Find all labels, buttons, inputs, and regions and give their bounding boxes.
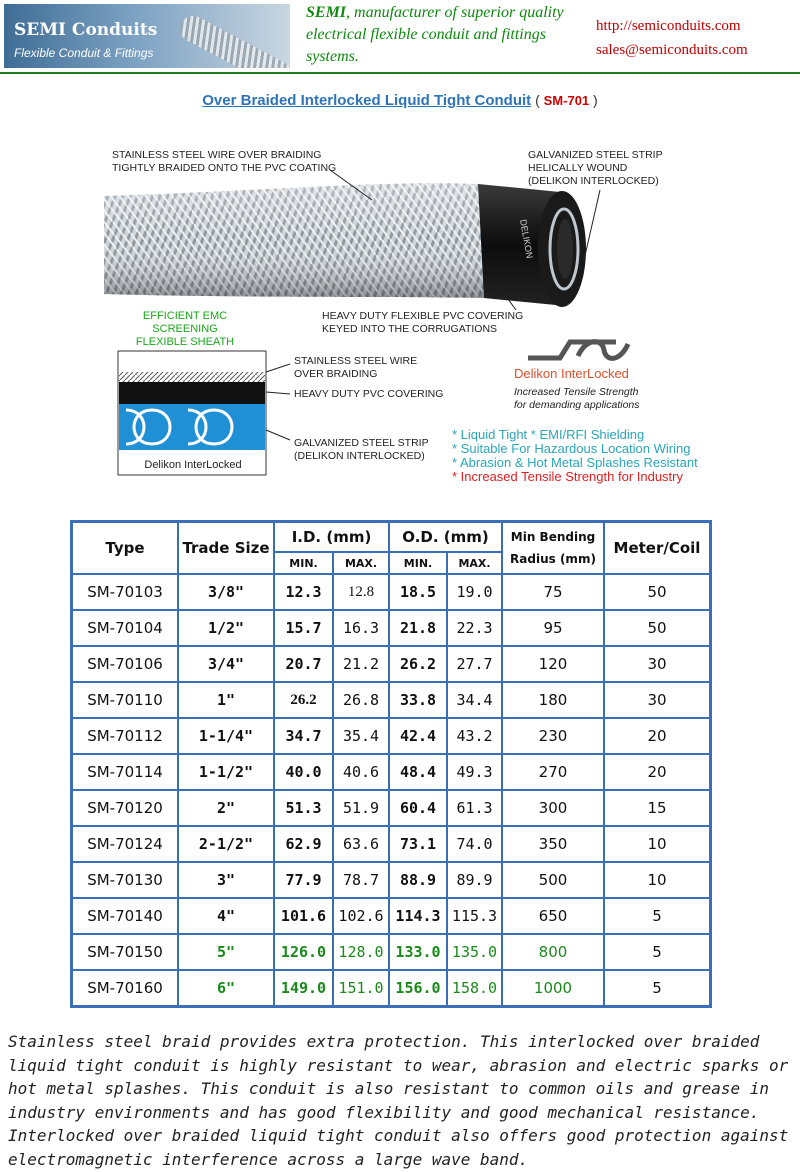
table-row <box>72 718 710 754</box>
cell-type: SM-70140 <box>72 898 178 934</box>
col-header-id: I.D. (mm) <box>274 522 389 552</box>
cell-od-max: 22.3 <box>447 610 502 646</box>
table-row <box>72 610 710 646</box>
cs-caption: Delikon InterLocked <box>144 459 242 471</box>
cell-size: 1" <box>178 682 274 718</box>
cell-id-min: 51.3 <box>274 790 333 826</box>
cell-bend: 180 <box>502 682 604 718</box>
cell-id-max: 78.7 <box>333 862 389 898</box>
col-header-type: Type <box>72 522 178 574</box>
cell-coil: 20 <box>604 754 710 790</box>
cell-size: 2-1/2" <box>178 826 274 862</box>
feature-item: * Abrasion & Hot Metal Splashes Resistant <box>452 455 698 470</box>
cell-od-min: 26.2 <box>389 646 447 682</box>
brand-tagline-line-1: Increased Tensile Strength <box>514 386 639 398</box>
col-header-id-max: MAX. <box>333 552 389 574</box>
label-pvc-line-2: KEYED INTO THE CORRUGATIONS <box>322 323 498 335</box>
cell-od-max: 158.0 <box>447 970 502 1006</box>
page-title <box>0 92 800 109</box>
cell-type: SM-70103 <box>72 574 178 610</box>
cs-label-wire-line-1: STAINLESS STEEL WIRE <box>294 355 418 367</box>
cell-od-min: 60.4 <box>389 790 447 826</box>
cell-coil: 15 <box>604 790 710 826</box>
cell-id-max: 63.6 <box>333 826 389 862</box>
table-row <box>72 934 710 970</box>
table-row <box>72 970 710 1006</box>
cell-id-max: 151.0 <box>333 970 389 1006</box>
cell-type: SM-70130 <box>72 862 178 898</box>
cell-size: 1-1/4" <box>178 718 274 754</box>
conduit-logo-icon <box>176 12 290 68</box>
brand-name: Delikon InterLocked <box>514 366 629 381</box>
cell-bend: 230 <box>502 718 604 754</box>
cell-id-max: 26.8 <box>333 682 389 718</box>
cell-id-min: 26.2 <box>274 682 333 718</box>
col-header-bending <box>502 522 604 574</box>
cell-bend: 95 <box>502 610 604 646</box>
cell-id-min: 34.7 <box>274 718 333 754</box>
cell-bend: 800 <box>502 934 604 970</box>
bending-line-1: Min Bending <box>510 530 596 544</box>
col-header-coil: Meter/Coil <box>604 522 710 574</box>
leader-strip <box>584 190 600 260</box>
cs-pvc-layer <box>119 382 265 404</box>
cell-coil: 5 <box>604 970 710 1006</box>
cell-type: SM-70150 <box>72 934 178 970</box>
email-link[interactable]: sales@semiconduits.com <box>596 42 748 58</box>
cell-id-max: 128.0 <box>333 934 389 970</box>
tagline-text: , manufacturer of superior quality electrical flexible conduit and fittings systems. <box>306 4 564 65</box>
col-header-id-min: MIN. <box>274 552 333 574</box>
cell-od-min: 42.4 <box>389 718 447 754</box>
feature-item: * Suitable For Hazardous Location Wiring <box>452 441 691 456</box>
cell-size: 4" <box>178 898 274 934</box>
cell-bend: 75 <box>502 574 604 610</box>
cell-id-min: 15.7 <box>274 610 333 646</box>
label-braid-line-1: STAINLESS STEEL WIRE OVER BRAIDING <box>112 149 322 161</box>
contact-block <box>596 14 748 62</box>
cell-type: SM-70124 <box>72 826 178 862</box>
cell-od-min: 48.4 <box>389 754 447 790</box>
cell-od-max: 43.2 <box>447 718 502 754</box>
cell-type: SM-70120 <box>72 790 178 826</box>
label-pvc-line-1: HEAVY DUTY FLEXIBLE PVC COVERING <box>322 310 524 322</box>
col-header-od-min: MIN. <box>389 552 447 574</box>
cell-id-min: 12.3 <box>274 574 333 610</box>
table-row <box>72 574 710 610</box>
table-header-row <box>72 522 710 552</box>
label-pvc <box>322 310 523 336</box>
cell-id-min: 20.7 <box>274 646 333 682</box>
cell-id-max: 12.8 <box>333 574 389 610</box>
tube-bore <box>557 219 573 279</box>
brand-tagline-line-2: for demanding applications <box>514 399 640 411</box>
cs-label-strip-line-2: (DELIKON INTERLOCKED) <box>294 450 425 462</box>
spec-table <box>70 520 712 1008</box>
cs-label-strip-line-1: GALVANIZED STEEL STRIP <box>294 437 429 449</box>
cell-id-max: 51.9 <box>333 790 389 826</box>
cell-od-max: 19.0 <box>447 574 502 610</box>
table-row <box>72 826 710 862</box>
cell-id-max: 21.2 <box>333 646 389 682</box>
cell-size: 1/2" <box>178 610 274 646</box>
cell-bend: 350 <box>502 826 604 862</box>
label-strip-line-1: GALVANIZED STEEL STRIP <box>528 149 663 161</box>
product-code: SM-701 <box>543 93 590 108</box>
cell-bend: 120 <box>502 646 604 682</box>
table-row <box>72 754 710 790</box>
cell-id-min: 40.0 <box>274 754 333 790</box>
bending-line-2: Radius (mm) <box>510 552 596 566</box>
cell-type: SM-70114 <box>72 754 178 790</box>
cell-coil: 30 <box>604 646 710 682</box>
website-link[interactable]: http://semiconduits.com <box>596 18 741 34</box>
label-emc-line-1: EFFICIENT EMC SCREENING <box>142 310 228 335</box>
title-close-paren: ) <box>589 92 598 108</box>
cell-type: SM-70104 <box>72 610 178 646</box>
cell-type: SM-70106 <box>72 646 178 682</box>
cell-id-max: 35.4 <box>333 718 389 754</box>
cell-od-min: 73.1 <box>389 826 447 862</box>
cell-bend: 650 <box>502 898 604 934</box>
cell-id-max: 40.6 <box>333 754 389 790</box>
col-header-od: O.D. (mm) <box>389 522 502 552</box>
tagline-brand: SEMI <box>306 4 347 21</box>
cell-size: 3" <box>178 862 274 898</box>
cell-od-min: 18.5 <box>389 574 447 610</box>
label-strip-line-3: (DELIKON INTERLOCKED) <box>528 175 659 187</box>
cell-size: 2" <box>178 790 274 826</box>
page-header <box>0 0 800 76</box>
cell-od-min: 156.0 <box>389 970 447 1006</box>
cs-label-pvc: HEAVY DUTY PVC COVERING <box>294 388 444 400</box>
cell-coil: 5 <box>604 898 710 934</box>
cell-id-min: 126.0 <box>274 934 333 970</box>
cs-braid-layer <box>119 372 265 382</box>
tube-shading <box>104 183 486 298</box>
cell-coil: 5 <box>604 934 710 970</box>
company-logo[interactable] <box>4 4 290 68</box>
logo-title: SEMI Conduits <box>14 20 158 40</box>
col-header-od-max: MAX. <box>447 552 502 574</box>
label-emc-line-2: FLEXIBLE SHEATH <box>135 336 235 348</box>
label-strip <box>528 149 663 188</box>
col-header-trade-size: Trade Size <box>178 522 274 574</box>
cell-bend: 500 <box>502 862 604 898</box>
cell-coil: 20 <box>604 718 710 754</box>
cell-id-min: 62.9 <box>274 826 333 862</box>
cell-type: SM-70110 <box>72 682 178 718</box>
header-divider <box>0 72 800 74</box>
cell-od-max: 115.3 <box>447 898 502 934</box>
cell-id-max: 16.3 <box>333 610 389 646</box>
logo-subtitle: Flexible Conduit & Fittings <box>14 46 154 60</box>
cs-leaders <box>266 364 290 440</box>
cell-od-max: 27.7 <box>447 646 502 682</box>
feature-item: * Liquid Tight * EMI/RFI Shielding <box>452 427 645 442</box>
cell-coil: 10 <box>604 862 710 898</box>
table-row <box>72 682 710 718</box>
cell-size: 6" <box>178 970 274 1006</box>
cell-od-min: 114.3 <box>389 898 447 934</box>
table-row <box>72 898 710 934</box>
cell-size: 5" <box>178 934 274 970</box>
cell-size: 1-1/2" <box>178 754 274 790</box>
cell-coil: 50 <box>604 610 710 646</box>
cell-coil: 10 <box>604 826 710 862</box>
cell-bend: 1000 <box>502 970 604 1006</box>
label-emc <box>112 310 258 349</box>
cell-coil: 30 <box>604 682 710 718</box>
cell-type: SM-70160 <box>72 970 178 1006</box>
cell-type: SM-70112 <box>72 718 178 754</box>
cell-od-max: 135.0 <box>447 934 502 970</box>
cell-od-max: 34.4 <box>447 682 502 718</box>
cell-coil: 50 <box>604 574 710 610</box>
cell-od-max: 89.9 <box>447 862 502 898</box>
label-braid-line-2: TIGHTLY BRAIDED ONTO THE PVC COATING <box>112 162 337 174</box>
product-title: Over Braided Interlocked Liquid Tight Conduit <box>202 92 532 109</box>
brand-tagline <box>514 386 640 412</box>
cell-od-min: 133.0 <box>389 934 447 970</box>
table-row <box>72 862 710 898</box>
cell-bend: 270 <box>502 754 604 790</box>
cell-bend: 300 <box>502 790 604 826</box>
cell-od-max: 61.3 <box>447 790 502 826</box>
cs-label-wire-line-2: OVER BRAIDING <box>294 368 378 380</box>
tube-print: DELIKON <box>518 218 535 260</box>
table-row <box>72 790 710 826</box>
cell-size: 3/8" <box>178 574 274 610</box>
cell-od-max: 74.0 <box>447 826 502 862</box>
table-row <box>72 646 710 682</box>
cell-od-min: 33.8 <box>389 682 447 718</box>
feature-list <box>452 428 698 484</box>
cs-label-strip <box>294 437 429 463</box>
cell-size: 3/4" <box>178 646 274 682</box>
product-description: Stainless steel braid provides extra protection. This interlocked over braided liquid tight conduit is highly resistant to wear, abrasion and electric sparks or hot metal splashes. This conduit is also resistant to common oils and grease in industry environments and has good flexibility and good mechanical resistance. Interlocked over braided liquid tight conduit also offers good protection against electromagnetic interference across a large wave band. <box>8 1032 789 1169</box>
cell-id-min: 149.0 <box>274 970 333 1006</box>
label-braid <box>112 149 336 175</box>
feature-item-highlight: * Increased Tensile Strength for Industry <box>452 469 683 484</box>
cell-od-max: 49.3 <box>447 754 502 790</box>
cs-label-wire <box>294 355 417 381</box>
delikon-logo-wave <box>578 342 628 359</box>
cell-od-min: 21.8 <box>389 610 447 646</box>
cell-id-min: 77.9 <box>274 862 333 898</box>
cell-od-min: 88.9 <box>389 862 447 898</box>
cell-id-max: 102.6 <box>333 898 389 934</box>
title-open-paren: ( <box>531 92 544 108</box>
label-strip-line-2: HELICALLY WOUND <box>528 162 628 174</box>
company-tagline <box>306 2 566 68</box>
cell-id-min: 101.6 <box>274 898 333 934</box>
